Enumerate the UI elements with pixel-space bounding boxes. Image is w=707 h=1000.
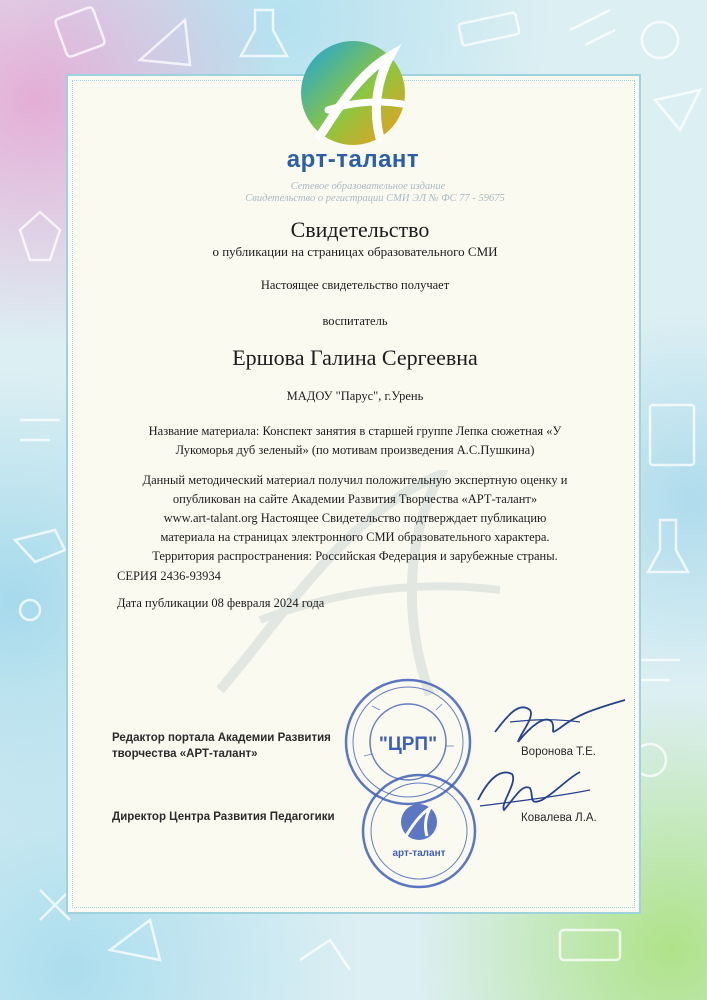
brand-name: арт-талант (286, 146, 420, 173)
publisher-line-2: Свидетельство о регистрации СМИ ЭЛ № ФС 77 - 59675 (245, 193, 505, 204)
description-block (110, 471, 600, 566)
receives-text: Настоящее свидетельство получает (260, 278, 450, 292)
editor-name: Воронова Т.Е. (521, 746, 596, 758)
editor-signature (490, 692, 630, 752)
editor-label (112, 730, 352, 762)
stamp2-brand-text: арт-талант (392, 848, 446, 859)
recipient-position: воспитатель (322, 314, 388, 328)
director-name: Ковалева Л.А. (521, 812, 597, 824)
publisher-line-1: Сетевое образовательное издание (290, 181, 446, 192)
recipient-organization: МАДОУ "Парус", г.Урень (286, 389, 424, 403)
art-talant-logo-icon (298, 38, 408, 148)
director-label: Директор Центра Развития Педагогики (112, 811, 335, 823)
certificate-subtitle: о публикации на страницах образовательного СМИ (212, 244, 498, 259)
art-talant-stamp (360, 772, 478, 890)
series-number: СЕРИЯ 2436-93934 (117, 569, 221, 583)
desc-line-4: материала на страницах электронного СМИ образовательного характера. (160, 530, 550, 544)
desc-line-3: www.art-talant.org Настоящее Свидетельство подтверждает публикацию (163, 511, 547, 525)
publication-date: Дата публикации 08 февраля 2024 года (117, 596, 325, 610)
material-title (115, 422, 595, 460)
material-line-1: Название материала: Конспект занятия в старшей группе Лепка сюжетная «У (148, 424, 562, 438)
recipient-name: Ершова Галина Сергеевна (232, 345, 478, 370)
director-signature (470, 760, 600, 822)
stamp1-center-text: "ЦРП" (378, 734, 438, 755)
desc-line-2: опубликован на сайте Академии Развития Творчества «АРТ-талант» (172, 492, 538, 506)
editor-label-line-2: творчества «АРТ-талант» (112, 748, 258, 760)
certificate-title: Свидетельство (290, 217, 430, 242)
desc-line-1: Данный методический материал получил положительную экспертную оценку и (142, 473, 568, 487)
editor-label-line-1: Редактор портала Академии Развития (112, 732, 331, 744)
material-line-2: Лукоморья дуб зеленый» (по мотивам произведения А.С.Пушкина) (175, 443, 535, 457)
desc-line-5: Территория распространения: Российская Федерация и зарубежные страны. (152, 549, 558, 563)
